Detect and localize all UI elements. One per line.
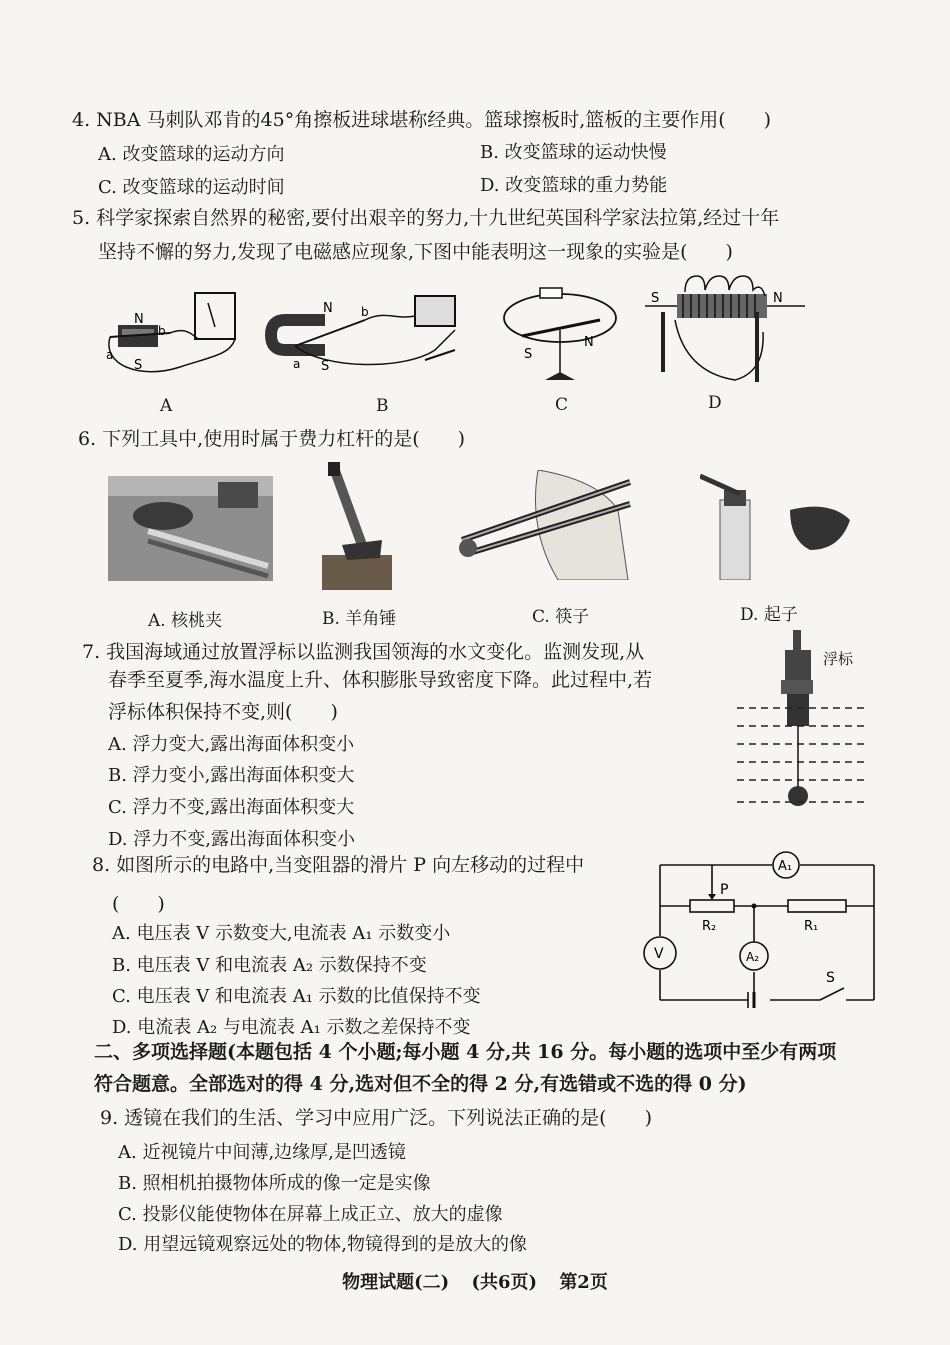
- q5-stem-line1: 5. 科学家探索自然界的秘密,要付出艰辛的努力,十九世纪英国科学家法拉第,经过十年: [72, 207, 780, 229]
- q8-ammeter-a1-label: A₁: [778, 859, 793, 874]
- q5-caption-b: B: [376, 396, 389, 416]
- q8-option-c: C. 电压表 V 和电流表 A₁ 示数的比值保持不变: [112, 986, 481, 1007]
- q8-circuit-diagram: [640, 850, 885, 1008]
- q5-a-label-s: S: [134, 358, 143, 373]
- section2-header-line1: 二、多项选择题(本题包括 4 个小题;每小题 4 分,共 16 分。每小题的选项中至少有两项: [94, 1041, 837, 1063]
- q5-d-label-n: N: [773, 291, 783, 306]
- footer-page-number: 第2页: [559, 1272, 608, 1293]
- q9-option-c: C. 投影仪能使物体在屏幕上成正立、放大的虚像: [118, 1204, 503, 1225]
- q9-option-b: B. 照相机拍摄物体所成的像一定是实像: [118, 1173, 431, 1194]
- q6-option-b: B. 羊角锤: [322, 609, 397, 629]
- footer-title: 物理试题(二): [342, 1272, 450, 1293]
- section2-header-line2: 符合题意。全部选对的得 4 分,选对但不全的得 2 分,有选错或不选的得 0 分): [94, 1073, 747, 1095]
- q7-buoy-figure: [735, 630, 870, 810]
- q7-option-b: B. 浮力变小,露出海面体积变大: [108, 765, 355, 786]
- q5-a-label-n: N: [134, 312, 144, 327]
- q5-b-label-n: N: [323, 301, 333, 316]
- q4-option-c: C. 改变篮球的运动时间: [98, 177, 285, 198]
- q8-stem-line1: 8. 如图所示的电路中,当变阻器的滑片 P 向左移动的过程中: [92, 854, 585, 876]
- q7-option-a: A. 浮力变大,露出海面体积变小: [108, 734, 355, 755]
- q6-claw-hammer-image: [322, 460, 392, 590]
- q5-caption-d: D: [708, 393, 722, 413]
- q7-stem-line2: 春季至夏季,海水温度上升、体积膨胀导致密度下降。此过程中,若: [108, 669, 653, 691]
- q5-a-label-a: a: [106, 348, 114, 362]
- q5-figure-b: [265, 290, 465, 380]
- q8-voltmeter-label: V: [654, 946, 664, 962]
- q6-option-d: D. 起子: [740, 605, 798, 625]
- footer-total-pages: (共6页): [471, 1272, 538, 1293]
- q5-b-label-s: S: [321, 359, 330, 374]
- q5-caption-c: C: [555, 395, 569, 415]
- q5-figure-c: [500, 280, 630, 390]
- q8-ammeter-a2-label: A₂: [746, 950, 760, 964]
- q8-option-a: A. 电压表 V 示数变大,电流表 A₁ 示数变小: [112, 923, 451, 944]
- q5-c-label-n: N: [584, 335, 594, 350]
- q5-figure-a: [100, 285, 250, 385]
- q7-stem-line3: 浮标体积保持不变,则( ): [108, 701, 338, 723]
- q5-stem-line2: 坚持不懈的努力,发现了电磁感应现象,下图中能表明这一现象的实验是( ): [98, 241, 733, 263]
- q7-buoy-label: 浮标: [823, 650, 854, 668]
- q5-a-label-b: b: [158, 324, 166, 338]
- q9-stem: 9. 透镜在我们的生活、学习中应用广泛。下列说法正确的是( ): [100, 1107, 652, 1129]
- q4-option-b: B. 改变篮球的运动快慢: [480, 142, 667, 163]
- q6-option-a: A. 核桃夹: [148, 611, 223, 631]
- q8-r2-label: R₂: [702, 919, 717, 934]
- q4-option-d: D. 改变篮球的重力势能: [480, 175, 668, 196]
- q6-option-c: C. 筷子: [532, 607, 590, 627]
- q9-option-a: A. 近视镜片中间薄,边缘厚,是凹透镜: [118, 1142, 406, 1163]
- q4-stem: 4. NBA 马刺队邓肯的45°角擦板进球堪称经典。篮球擦板时,篮板的主要作用( ): [72, 109, 772, 131]
- page-footer: [0, 1268, 950, 1294]
- q7-option-c: C. 浮力不变,露出海面体积变大: [108, 797, 355, 818]
- q6-bottle-opener-image: [700, 470, 860, 580]
- q8-r1-label: R₁: [804, 919, 819, 934]
- q8-slider-label: P: [720, 882, 729, 898]
- q5-caption-a: A: [160, 396, 173, 416]
- q5-c-label-s: S: [524, 347, 533, 362]
- q6-chopsticks-image: [458, 470, 633, 580]
- q6-walnut-cracker-image: [108, 476, 273, 581]
- q5-b-label-a: a: [293, 357, 301, 371]
- q7-option-d: D. 浮力不变,露出海面体积变小: [108, 829, 355, 850]
- q8-stem-line2: ( ): [112, 893, 165, 915]
- q4-option-a: A. 改变篮球的运动方向: [98, 144, 285, 165]
- q6-stem: 6. 下列工具中,使用时属于费力杠杆的是( ): [78, 428, 466, 450]
- q8-switch-label: S: [826, 970, 835, 986]
- q8-option-b: B. 电压表 V 和电流表 A₂ 示数保持不变: [112, 955, 427, 976]
- q8-option-d: D. 电流表 A₂ 与电流表 A₁ 示数之差保持不变: [112, 1017, 471, 1038]
- q5-figure-d: [645, 272, 805, 392]
- q7-stem-line1: 7. 我国海域通过放置浮标以监测我国领海的水文变化。监测发现,从: [82, 641, 645, 663]
- q5-b-label-b: b: [361, 305, 369, 319]
- q5-d-label-s: S: [651, 291, 660, 306]
- q9-option-d: D. 用望远镜观察远处的物体,物镜得到的是放大的像: [118, 1234, 527, 1255]
